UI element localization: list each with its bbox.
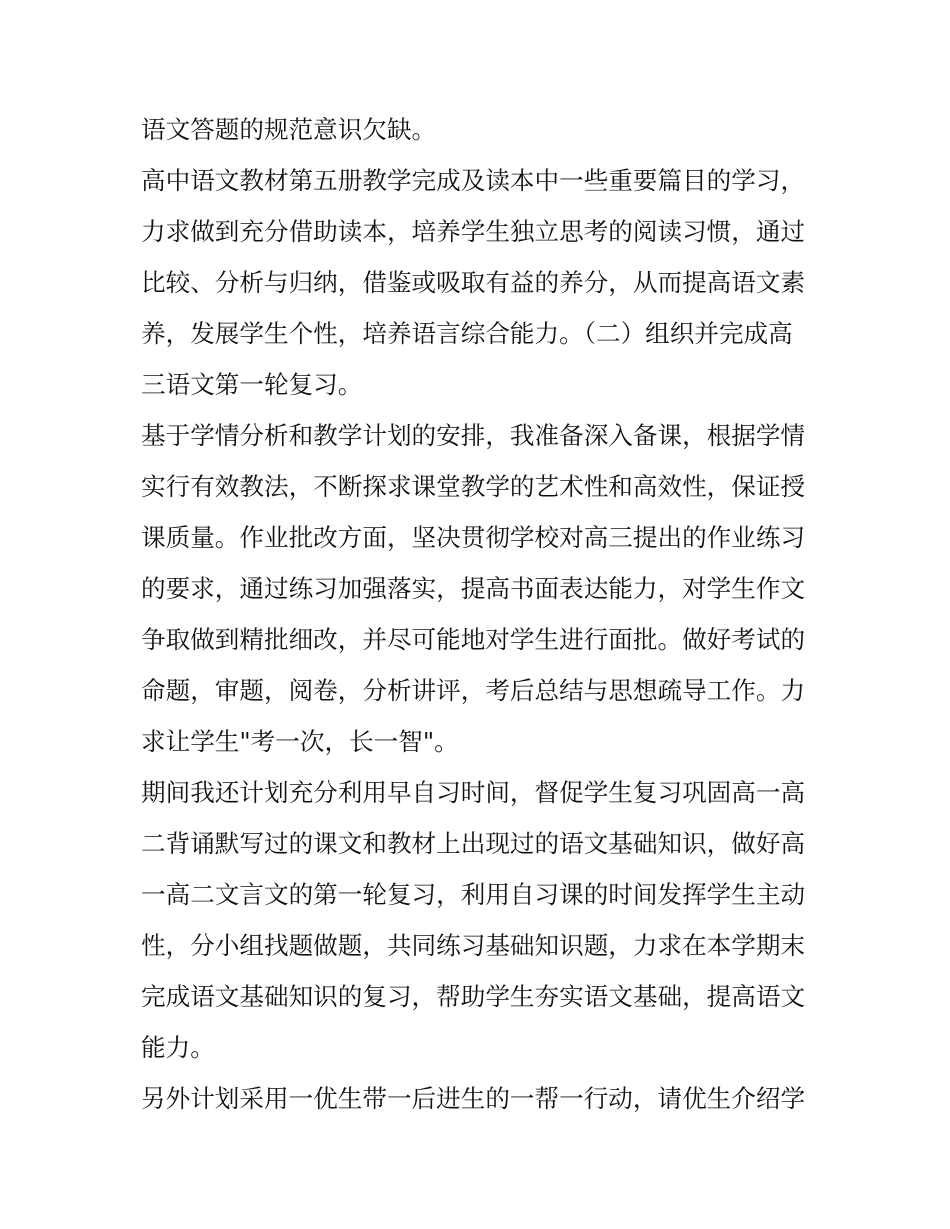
text-line: 实行有效教法，不断探求课堂教学的艺术性和高效性，保证授 bbox=[141, 472, 806, 501]
text-line: 能力。 bbox=[141, 1033, 215, 1062]
text-line: 比较、分析与归纳，借鉴或吸取有益的养分，从而提高语文素 bbox=[141, 268, 806, 297]
text-line: 的要求，通过练习加强落实，提高书面表达能力，对学生作文 bbox=[141, 574, 806, 603]
text-line: 争取做到精批细改，并尽可能地对学生进行面批。做好考试的 bbox=[141, 625, 806, 654]
text-line: 课质量。作业批改方面，坚决贯彻学校对高三提出的作业练习 bbox=[141, 523, 806, 552]
text-line: 完成语文基础知识的复习，帮助学生夯实语文基础，提高语文 bbox=[141, 982, 806, 1011]
text-line: 基于学情分析和教学计划的安排，我准备深入备课，根据学情 bbox=[141, 421, 806, 450]
text-line: 三语文第一轮复习。 bbox=[141, 370, 363, 399]
text-line: 一高二文言文的第一轮复习，利用自习课的时间发挥学生主动 bbox=[141, 880, 806, 909]
text-line: 高中语文教材第五册教学完成及读本中一些重要篇目的学习， bbox=[141, 166, 806, 195]
text-line: 养，发展学生个性，培养语言综合能力。（二）组织并完成高 bbox=[141, 319, 793, 348]
text-line: 另外计划采用一优生带一后进生的一帮一行动，请优生介绍学 bbox=[141, 1084, 806, 1113]
text-line: 性，分小组找题做题，共同练习基础知识题，力求在本学期末 bbox=[141, 931, 806, 960]
text-line: 力求做到充分借助读本，培养学生独立思考的阅读习惯，通过 bbox=[141, 217, 806, 246]
text-line: 期间我还计划充分利用早自习时间，督促学生复习巩固高一高 bbox=[141, 778, 806, 807]
text-line: 求让学生"考一次，长一智"。 bbox=[141, 727, 459, 756]
document-body bbox=[141, 104, 813, 1124]
text-line: 命题，审题，阅卷，分析讲评，考后总结与思想疏导工作。力 bbox=[141, 676, 806, 705]
text-line: 二背诵默写过的课文和教材上出现过的语文基础知识，做好高 bbox=[141, 829, 806, 858]
text-line: 语文答题的规范意识欠缺。 bbox=[141, 115, 437, 144]
